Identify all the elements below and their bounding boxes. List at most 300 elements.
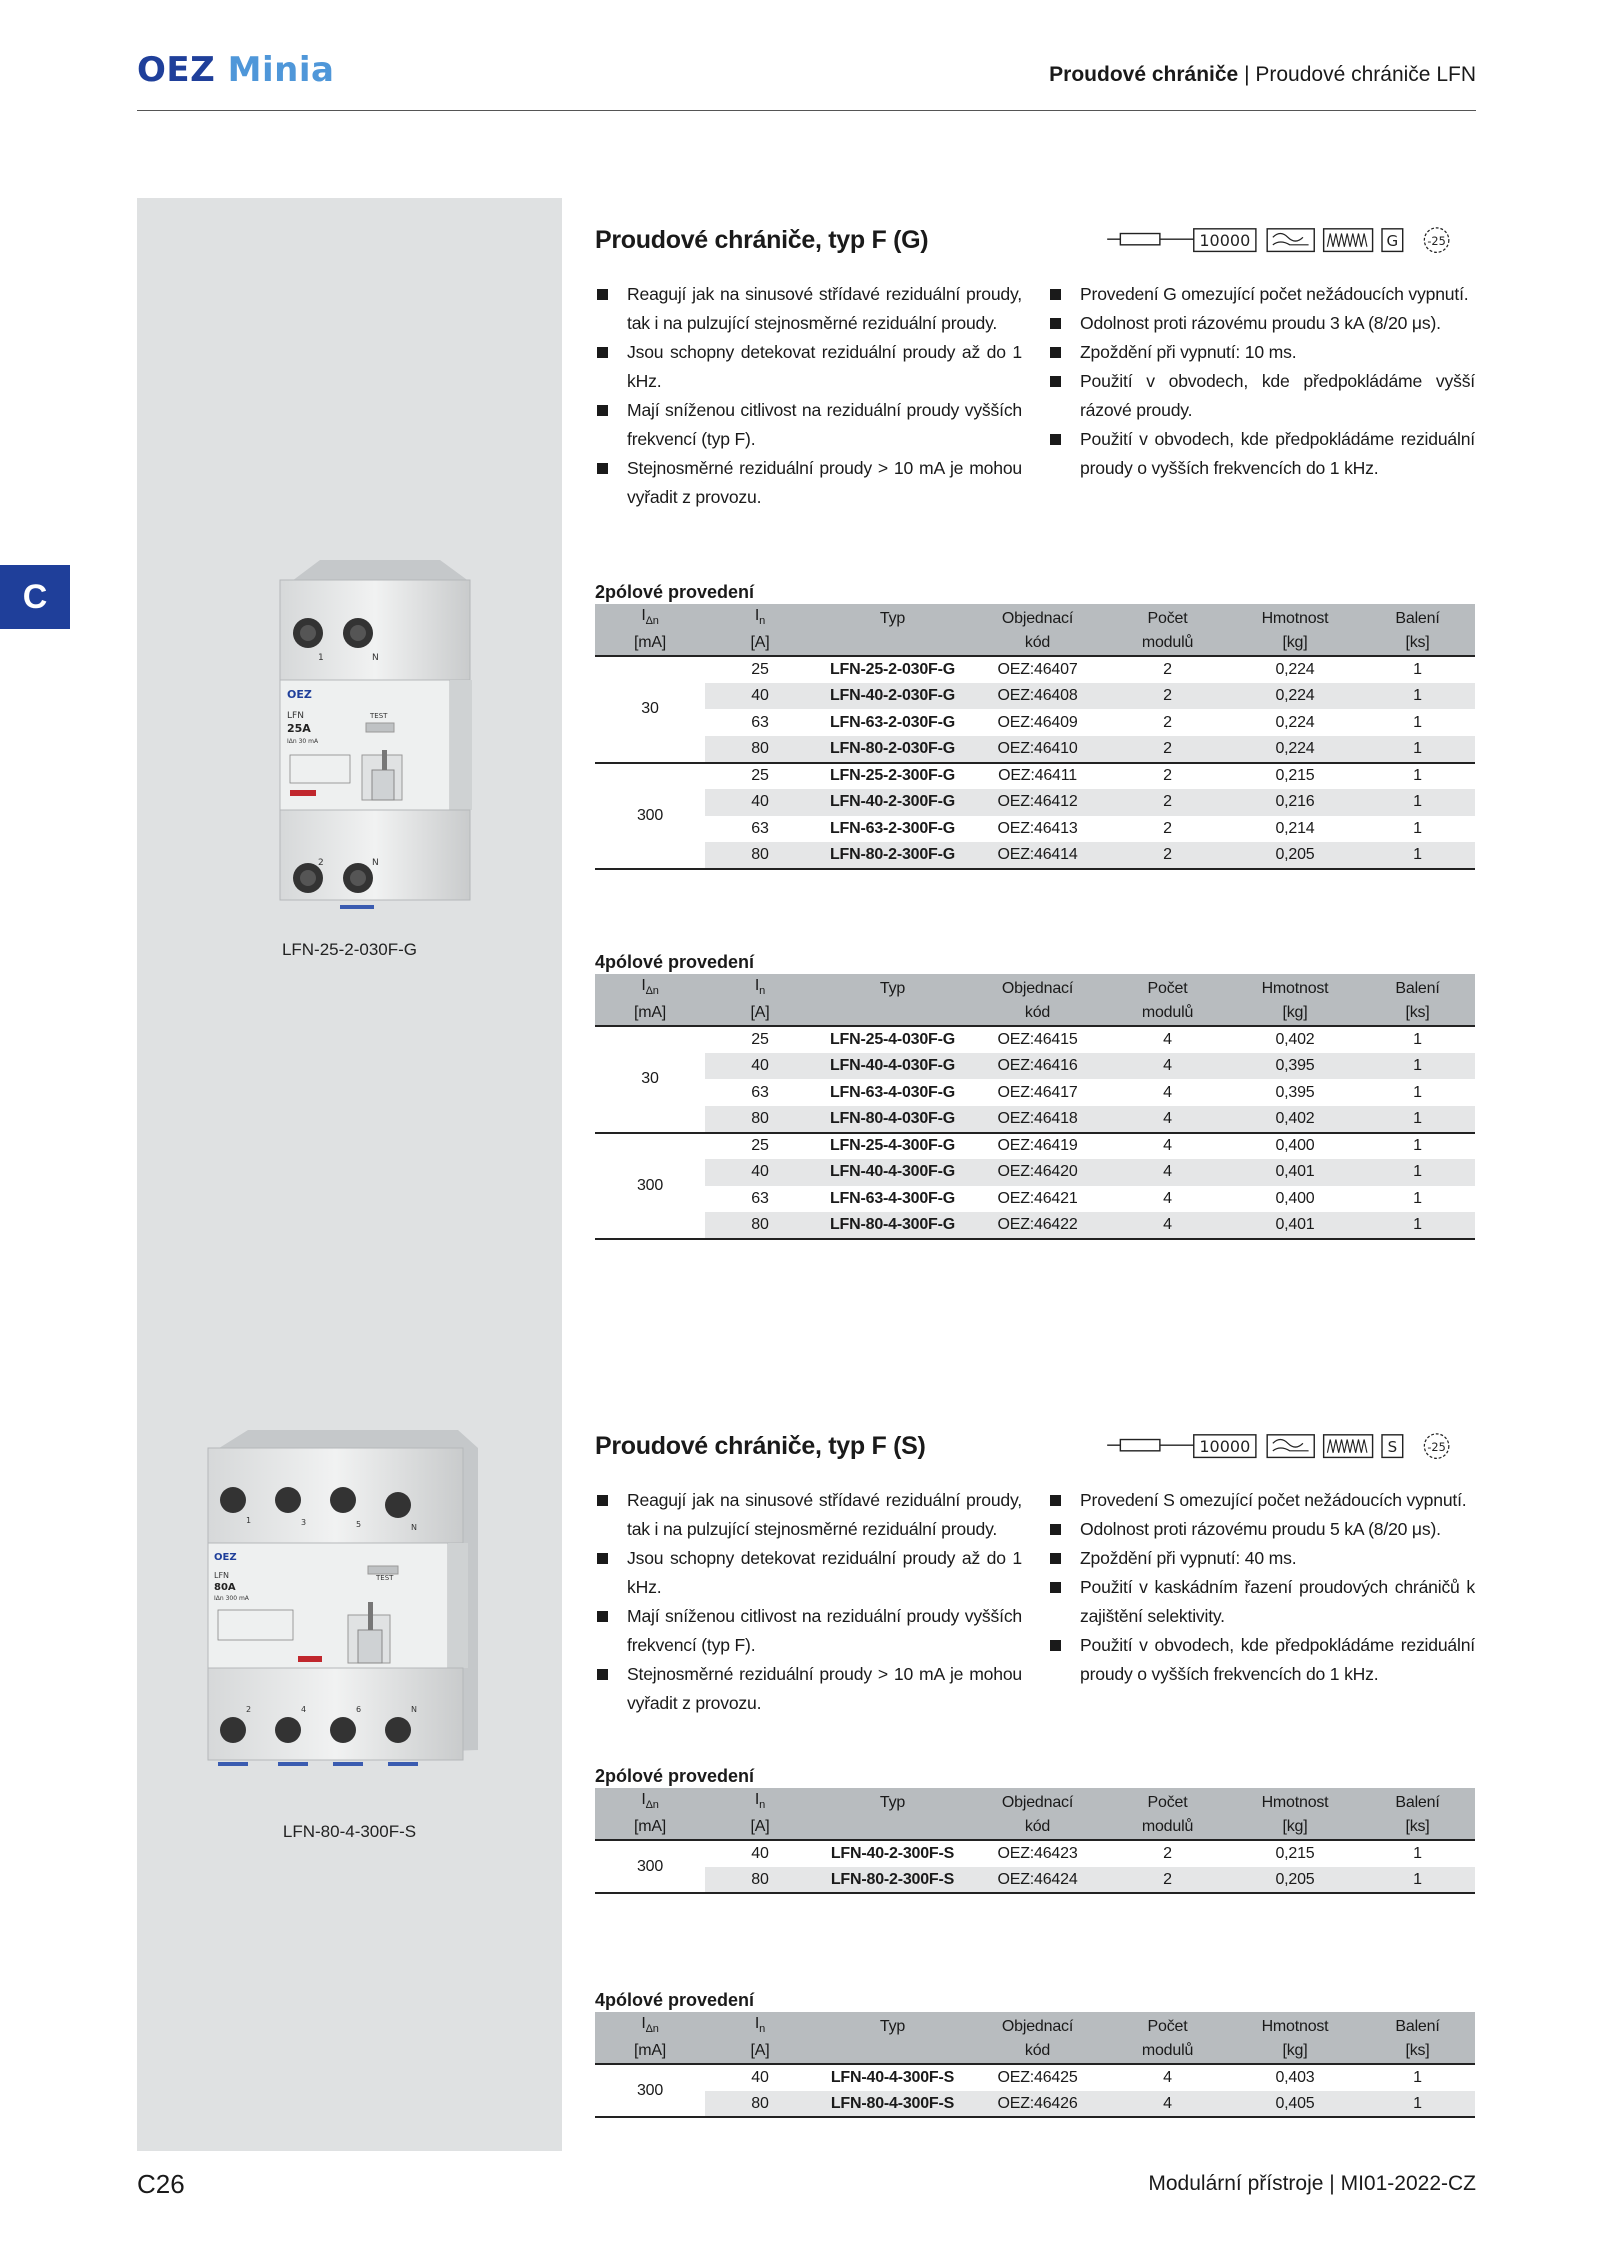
cell-hmotnost: 0,205 xyxy=(1230,1867,1360,1894)
feature-item: Reagují jak na sinusové střídavé reziduální proudy, tak i na pulzující stejnosměrné reziduální proudy. xyxy=(595,280,1022,338)
col-baleni-text: Balení xyxy=(1395,1794,1440,1812)
cell-moduly: 2 xyxy=(1163,713,1172,731)
col-idn-text: I xyxy=(641,2015,646,2032)
table-header xyxy=(595,974,1475,1026)
cell-kod: OEZ:46410 xyxy=(970,736,1105,763)
col-moduly-2-text: modulů xyxy=(1141,1818,1194,1836)
col-in-sub: n xyxy=(759,1799,766,1812)
cell-moduly: 4 xyxy=(1163,2068,1172,2086)
device4-model: LFN xyxy=(214,1571,230,1580)
cell-hmotnost: 0,400 xyxy=(1275,1190,1315,1208)
product-table xyxy=(595,1788,1475,1894)
header-row xyxy=(595,1814,1475,1840)
cell-kod: OEZ:46416 xyxy=(970,1053,1105,1080)
header-row xyxy=(595,604,1475,630)
cell-kod: OEZ:46407 xyxy=(997,660,1078,678)
cell-idn: 30 xyxy=(595,656,705,762)
col-kod-text: Objednací xyxy=(1001,610,1074,628)
cell-hmotnost: 0,205 xyxy=(1230,842,1360,869)
feature-item: Jsou schopny detekovat reziduální proudy až do 1 kHz. xyxy=(595,338,1022,396)
cell-in: 25 xyxy=(751,1030,769,1048)
device-brand: OEZ xyxy=(287,688,312,701)
col-in-unit xyxy=(705,630,815,656)
cell-moduly: 2 xyxy=(1105,763,1230,790)
cell-kod: OEZ:46417 xyxy=(997,1083,1078,1101)
cell-baleni: 1 xyxy=(1360,1212,1475,1239)
cell-idn: 300 xyxy=(595,1133,705,1239)
table-block xyxy=(595,1764,1475,1894)
col-moduly-text: Počet xyxy=(1147,1794,1188,1812)
cell-baleni: 1 xyxy=(1360,736,1475,763)
cell-hmotnost: 0,401 xyxy=(1230,1159,1360,1186)
cell-kod: OEZ:46418 xyxy=(970,1106,1105,1133)
cell-in: 80 xyxy=(705,1867,815,1894)
col-moduly-2 xyxy=(1105,630,1230,656)
term4-bottom-3: 6 xyxy=(356,1705,362,1714)
cell-typ: LFN-80-4-300F-G xyxy=(815,1212,970,1239)
col-kod xyxy=(970,1788,1105,1814)
symbol-letter-g: G xyxy=(1386,231,1399,250)
col-baleni-unit-text: [ks] xyxy=(1405,1004,1430,1022)
footer-catalog-main: Modulární přístroje xyxy=(1148,2172,1324,2195)
cell-kod: OEZ:46424 xyxy=(970,1867,1105,1894)
table-row xyxy=(595,1840,1475,1867)
col-idn-unit-text: [mA] xyxy=(633,1004,667,1022)
col-kod-2 xyxy=(970,2038,1105,2064)
col-hmotnost xyxy=(1230,1788,1360,1814)
term4-top-2: 3 xyxy=(301,1518,307,1527)
cell-baleni: 1 xyxy=(1360,1106,1475,1133)
snowflake-temperature-icon xyxy=(1424,228,1448,252)
table-header xyxy=(595,1788,1475,1840)
feature-item: Jsou schopny detekovat reziduální proudy až do 1 kHz. xyxy=(595,1544,1022,1602)
cell-hmotnost: 0,402 xyxy=(1275,1030,1315,1048)
col-kod-2 xyxy=(970,630,1105,656)
col-baleni xyxy=(1360,2012,1475,2038)
col-baleni-unit xyxy=(1360,1814,1475,1840)
cell-baleni: 1 xyxy=(1413,660,1422,678)
cell-kod: OEZ:46425 xyxy=(997,2068,1078,2086)
table-row xyxy=(595,2064,1475,2091)
cell-kod: OEZ:46419 xyxy=(970,1133,1105,1160)
product-table xyxy=(595,2012,1475,2118)
header-row xyxy=(595,1000,1475,1026)
col-moduly-text: Počet xyxy=(1147,610,1188,628)
col-idn xyxy=(595,2012,705,2038)
col-in-unit-text: [A] xyxy=(750,2042,770,2060)
cell-hmotnost: 0,215 xyxy=(1275,1844,1315,1862)
cell-baleni: 1 xyxy=(1360,1053,1475,1080)
cell-in: 25 xyxy=(705,763,815,790)
cell-hmotnost: 0,405 xyxy=(1230,2091,1360,2118)
cell-idn: 300 xyxy=(595,763,705,869)
col-idn xyxy=(595,604,705,630)
term4-bottom-2: 4 xyxy=(301,1705,307,1714)
col-kod-2-text: kód xyxy=(1024,1818,1051,1836)
col-idn-text: I xyxy=(641,977,646,994)
cell-moduly: 2 xyxy=(1163,820,1172,838)
table-title: 2pólové provedení xyxy=(595,582,755,602)
features-s-left xyxy=(595,1486,1022,1718)
col-kod-2-text: kód xyxy=(1024,634,1051,652)
col-hmotnost xyxy=(1230,604,1360,630)
term4-top-4: N xyxy=(411,1523,417,1532)
product-table xyxy=(595,604,1475,870)
term4-bottom-1: 2 xyxy=(246,1705,252,1714)
table-row xyxy=(595,709,1475,736)
cell-typ: LFN-40-2-300F-G xyxy=(815,789,970,816)
cell-typ: LFN-80-2-300F-G xyxy=(815,842,970,869)
table-row xyxy=(595,736,1475,763)
symbol-strip-s xyxy=(1096,1432,1476,1464)
col-baleni-text: Balení xyxy=(1395,2018,1440,2036)
breadcrumb-sub: Proudové chrániče LFN xyxy=(1255,63,1476,86)
col-moduly-text: Počet xyxy=(1147,2018,1188,2036)
cell-moduly: 4 xyxy=(1105,2091,1230,2118)
col-in-text: I xyxy=(754,977,760,994)
cell-in: 40 xyxy=(705,789,815,816)
cell-kod: OEZ:46423 xyxy=(997,1844,1078,1862)
cell-moduly: 4 xyxy=(1105,1212,1230,1239)
table-block xyxy=(595,950,1475,1240)
col-moduly xyxy=(1105,1788,1230,1814)
cell-typ: LFN-25-2-030F-G xyxy=(829,660,956,678)
image-caption-g: LFN-25-2-030F-G xyxy=(281,940,418,959)
feature-item: Provedení G omezující počet nežádoucích vypnutí. xyxy=(1048,280,1475,309)
col-hmotnost-unit xyxy=(1230,2038,1360,2064)
cell-moduly: 4 xyxy=(1105,1106,1230,1133)
cell-idn: 300 xyxy=(595,1840,705,1893)
cell-kod: OEZ:46426 xyxy=(970,2091,1105,2118)
breadcrumb-main: Proudové chrániče xyxy=(1049,63,1239,86)
col-moduly-2-text: modulů xyxy=(1141,634,1194,652)
cell-baleni: 1 xyxy=(1413,1190,1422,1208)
feature-item: Zpoždění při vypnutí: 40 ms. xyxy=(1048,1544,1475,1573)
col-hmotnost xyxy=(1230,974,1360,1000)
brand-logo-part1: OEZ xyxy=(137,50,216,90)
cell-typ: LFN-63-2-300F-G xyxy=(829,820,956,838)
table-row xyxy=(595,1186,1475,1213)
header-row xyxy=(595,2012,1475,2038)
col-moduly xyxy=(1105,974,1230,1000)
feature-item: Použití v obvodech, kde předpokládáme reziduální proudy o vyšších frekvencích do 1 kHz. xyxy=(1048,425,1475,483)
cell-in: 80 xyxy=(705,1212,815,1239)
product-table xyxy=(595,974,1475,1240)
table-row xyxy=(595,1212,1475,1239)
col-in-text: I xyxy=(754,607,760,624)
feature-item: Použití v obvodech, kde předpokládáme vyšší rázové proudy. xyxy=(1048,367,1475,425)
col-in-unit xyxy=(705,2038,815,2064)
col-in xyxy=(705,604,815,630)
cell-baleni: 1 xyxy=(1360,1133,1475,1160)
header-divider xyxy=(137,110,1476,111)
cell-in: 80 xyxy=(705,842,815,869)
cell-baleni: 1 xyxy=(1360,683,1475,710)
col-baleni-unit xyxy=(1360,2038,1475,2064)
cell-idn: 30 xyxy=(595,1026,705,1132)
col-hmotnost-text: Hmotnost xyxy=(1261,1794,1329,1812)
term4-top-3: 5 xyxy=(356,1520,362,1529)
col-typ-text: Typ xyxy=(879,980,906,998)
table-row xyxy=(595,1133,1475,1160)
image-caption-s: LFN-80-4-300F-S xyxy=(282,1822,417,1841)
col-idn-unit-text: [mA] xyxy=(633,1818,667,1836)
cell-typ: LFN-63-4-300F-G xyxy=(829,1190,956,1208)
ac-wave-icon xyxy=(1267,229,1314,252)
cell-in: 25 xyxy=(705,1133,815,1160)
cell-typ: LFN-40-4-300F-G xyxy=(815,1159,970,1186)
features-g-left xyxy=(595,280,1022,512)
col-hmotnost-unit xyxy=(1230,1814,1360,1840)
col-baleni-text: Balení xyxy=(1395,610,1440,628)
col-in-unit-text: [A] xyxy=(750,1818,770,1836)
col-hmotnost-text: Hmotnost xyxy=(1261,610,1329,628)
cell-in: 63 xyxy=(751,1190,769,1208)
col-baleni-unit xyxy=(1360,1000,1475,1026)
pulse-wave-icon xyxy=(1324,1435,1373,1458)
cell-hmotnost: 0,224 xyxy=(1230,736,1360,763)
device-test-label: TEST xyxy=(370,712,388,720)
features-s-right xyxy=(1048,1486,1475,1718)
feature-item: Provedení S omezující počet nežádoucích vypnutí. xyxy=(1048,1486,1475,1515)
cell-typ: LFN-80-2-030F-G xyxy=(815,736,970,763)
device4-test-label: TEST xyxy=(376,1574,394,1582)
table-body xyxy=(595,1026,1475,1239)
cell-typ: LFN-25-4-300F-G xyxy=(815,1133,970,1160)
cell-hmotnost: 0,214 xyxy=(1275,820,1315,838)
col-hmotnost-unit xyxy=(1230,630,1360,656)
feature-item: Mají sníženou citlivost na reziduální proudy vyšších frekvencí (typ F). xyxy=(595,1602,1022,1660)
col-in-unit-text: [A] xyxy=(750,1004,770,1022)
col-idn-sub: Δn xyxy=(645,2023,659,2036)
cell-kod: OEZ:46420 xyxy=(970,1159,1105,1186)
col-in-sub: n xyxy=(759,615,766,628)
col-moduly-2 xyxy=(1105,1814,1230,1840)
header-row xyxy=(595,1788,1475,1814)
col-hmotnost-unit-text: [kg] xyxy=(1282,1818,1308,1836)
cell-typ: LFN-40-2-300F-S xyxy=(830,1844,955,1862)
cell-kod: OEZ:46411 xyxy=(970,763,1105,790)
cell-baleni: 1 xyxy=(1360,1159,1475,1186)
features-g-right xyxy=(1048,280,1475,512)
cell-moduly: 4 xyxy=(1163,1030,1172,1048)
table-row xyxy=(595,789,1475,816)
chapter-tab: C xyxy=(0,565,70,629)
col-in xyxy=(705,974,815,1000)
cell-baleni: 1 xyxy=(1413,713,1422,731)
col-kod-text: Objednací xyxy=(1001,980,1074,998)
table-body xyxy=(595,2064,1475,2117)
feature-item: Odolnost proti rázovému proudu 5 kA (8/20 μs). xyxy=(1048,1515,1475,1544)
col-hmotnost-unit-text: [kg] xyxy=(1282,2042,1308,2060)
cell-hmotnost: 0,224 xyxy=(1275,713,1315,731)
col-idn-unit xyxy=(595,1000,705,1026)
device-sensitivity: IΔn 30 mA xyxy=(287,738,319,745)
table-body xyxy=(595,1840,1475,1893)
col-typ-blank xyxy=(815,630,970,656)
table-row xyxy=(595,1867,1475,1894)
table-row xyxy=(595,683,1475,710)
breadcrumb-separator: | xyxy=(1244,63,1250,86)
symbol-number-g: 10000 xyxy=(1199,230,1251,250)
cell-kod: OEZ:46409 xyxy=(997,713,1078,731)
term-bottom-2: N xyxy=(372,858,379,868)
col-hmotnost-text: Hmotnost xyxy=(1261,980,1329,998)
page-number: C26 xyxy=(137,2169,185,2199)
cell-kod: OEZ:46415 xyxy=(997,1030,1078,1048)
feature-item: Zpoždění při vypnutí: 10 ms. xyxy=(1048,338,1475,367)
col-baleni-unit-text: [ks] xyxy=(1405,1818,1430,1836)
col-idn-text: I xyxy=(641,607,646,624)
cell-in: 40 xyxy=(705,1053,815,1080)
features-s xyxy=(595,1486,1475,1718)
device4-brand: OEZ xyxy=(214,1552,237,1563)
col-kod-2-text: kód xyxy=(1024,1004,1051,1022)
cell-moduly: 2 xyxy=(1163,660,1172,678)
cell-kod: OEZ:46412 xyxy=(970,789,1105,816)
col-typ-text: Typ xyxy=(879,1794,906,1812)
col-moduly-2 xyxy=(1105,2038,1230,2064)
col-in xyxy=(705,1788,815,1814)
device4-sensitivity: IΔn 300 mA xyxy=(214,1595,249,1602)
col-hmotnost-unit-text: [kg] xyxy=(1282,634,1308,652)
table-row xyxy=(595,1079,1475,1106)
col-in-text: I xyxy=(754,2015,760,2032)
footer-catalog xyxy=(1148,2172,1476,2196)
feature-item: Reagují jak na sinusové střídavé reziduální proudy, tak i na pulzující stejnosměrné reziduální proudy. xyxy=(595,1486,1022,1544)
col-moduly-text: Počet xyxy=(1147,980,1188,998)
col-kod-2 xyxy=(970,1000,1105,1026)
col-moduly-2-text: modulů xyxy=(1141,1004,1194,1022)
table-row xyxy=(595,816,1475,843)
table-row xyxy=(595,1026,1475,1053)
cell-baleni: 1 xyxy=(1413,1083,1422,1101)
cell-baleni: 1 xyxy=(1413,1844,1422,1862)
cell-typ: LFN-80-4-030F-G xyxy=(815,1106,970,1133)
col-idn-unit xyxy=(595,2038,705,2064)
col-baleni-unit xyxy=(1360,630,1475,656)
cell-hmotnost: 0,224 xyxy=(1230,683,1360,710)
header-row xyxy=(595,2038,1475,2064)
cell-hmotnost: 0,403 xyxy=(1275,2068,1315,2086)
table-title: 2pólové provedení xyxy=(595,1766,755,1786)
table-row xyxy=(595,656,1475,683)
footer-catalog-code: MI01-2022-CZ xyxy=(1340,2172,1476,2195)
col-in-unit-text: [A] xyxy=(750,634,770,652)
cell-in: 80 xyxy=(705,1106,815,1133)
col-idn-unit xyxy=(595,630,705,656)
col-typ-blank xyxy=(815,1000,970,1026)
col-idn-unit-text: [mA] xyxy=(633,2042,667,2060)
table-title: 4pólové provedení xyxy=(595,952,755,972)
cell-typ: LFN-40-4-030F-G xyxy=(815,1053,970,1080)
col-in-sub: n xyxy=(759,2023,766,2036)
cell-typ: LFN-80-2-300F-S xyxy=(815,1867,970,1894)
term-top-2: N xyxy=(372,653,379,663)
cell-typ: LFN-40-2-030F-G xyxy=(815,683,970,710)
col-in-sub: n xyxy=(759,985,766,998)
table-title: 4pólové provedení xyxy=(595,1990,755,2010)
col-typ xyxy=(815,1788,970,1814)
cell-hmotnost: 0,402 xyxy=(1230,1106,1360,1133)
cell-kod: OEZ:46422 xyxy=(970,1212,1105,1239)
col-baleni xyxy=(1360,1788,1475,1814)
col-hmotnost-unit-text: [kg] xyxy=(1282,1004,1308,1022)
col-idn-sub: Δn xyxy=(645,615,659,628)
cell-hmotnost: 0,401 xyxy=(1230,1212,1360,1239)
device-rating: 25A xyxy=(287,722,311,735)
cell-baleni: 1 xyxy=(1360,1867,1475,1894)
footer-separator: | xyxy=(1329,2172,1335,2195)
col-idn-unit xyxy=(595,1814,705,1840)
symbol-strip-g xyxy=(1096,226,1476,258)
table-block xyxy=(595,580,1475,870)
snowflake-temperature-icon xyxy=(1424,1434,1448,1458)
table-body xyxy=(595,656,1475,869)
header-breadcrumb xyxy=(1049,63,1476,87)
table-row xyxy=(595,763,1475,790)
col-in xyxy=(705,2012,815,2038)
cell-in: 40 xyxy=(751,1844,769,1862)
cell-moduly: 4 xyxy=(1163,1083,1172,1101)
pulse-wave-icon xyxy=(1324,229,1373,252)
section-title-g: Proudové chrániče, typ F (G) xyxy=(595,226,929,254)
table-row xyxy=(595,1159,1475,1186)
symbol-letter-s: S xyxy=(1387,1437,1398,1456)
device4-rating: 80A xyxy=(214,1582,236,1593)
cell-moduly: 4 xyxy=(1105,1159,1230,1186)
col-typ xyxy=(815,604,970,630)
brand-logo-part2: Minia xyxy=(227,50,335,90)
col-typ-text: Typ xyxy=(879,610,906,628)
feature-item: Použití v kaskádním řazení proudových chráničů k zajištění selektivity. xyxy=(1048,1573,1475,1631)
ac-wave-icon xyxy=(1267,1435,1314,1458)
symbol-temp-g: -25 xyxy=(1427,234,1446,248)
term4-bottom-4: N xyxy=(411,1705,417,1714)
col-hmotnost xyxy=(1230,2012,1360,2038)
term4-top-1: 1 xyxy=(246,1516,252,1525)
cell-in: 80 xyxy=(705,2091,815,2118)
cell-in: 80 xyxy=(705,736,815,763)
cell-moduly: 2 xyxy=(1105,1867,1230,1894)
table-row xyxy=(595,842,1475,869)
cell-baleni: 1 xyxy=(1360,2091,1475,2118)
cell-kod: OEZ:46413 xyxy=(997,820,1078,838)
cell-in: 25 xyxy=(751,660,769,678)
feature-item: Mají sníženou citlivost na reziduální proudy vyšších frekvencí (typ F). xyxy=(595,396,1022,454)
cell-typ: LFN-25-2-300F-G xyxy=(815,763,970,790)
col-typ-blank xyxy=(815,1814,970,1840)
col-kod-text: Objednací xyxy=(1001,1794,1074,1812)
cell-moduly: 4 xyxy=(1105,1053,1230,1080)
features-g xyxy=(595,280,1475,512)
term-bottom-1: 2 xyxy=(318,858,324,868)
cell-moduly: 2 xyxy=(1105,842,1230,869)
col-baleni-unit-text: [ks] xyxy=(1405,2042,1430,2060)
image-panel xyxy=(137,198,562,2151)
symbol-temp-s: -25 xyxy=(1427,1440,1446,1454)
col-kod-2-text: kód xyxy=(1024,2042,1051,2060)
cell-moduly: 2 xyxy=(1163,1844,1172,1862)
col-in-unit xyxy=(705,1000,815,1026)
feature-item: Stejnosměrné reziduální proudy > 10 mA je mohou vyřadit z provozu. xyxy=(595,454,1022,512)
cell-hmotnost: 0,215 xyxy=(1230,763,1360,790)
table-row xyxy=(595,2091,1475,2118)
cell-moduly: 4 xyxy=(1105,1133,1230,1160)
cell-moduly: 4 xyxy=(1163,1190,1172,1208)
cell-in: 40 xyxy=(705,683,815,710)
table-header xyxy=(595,604,1475,656)
